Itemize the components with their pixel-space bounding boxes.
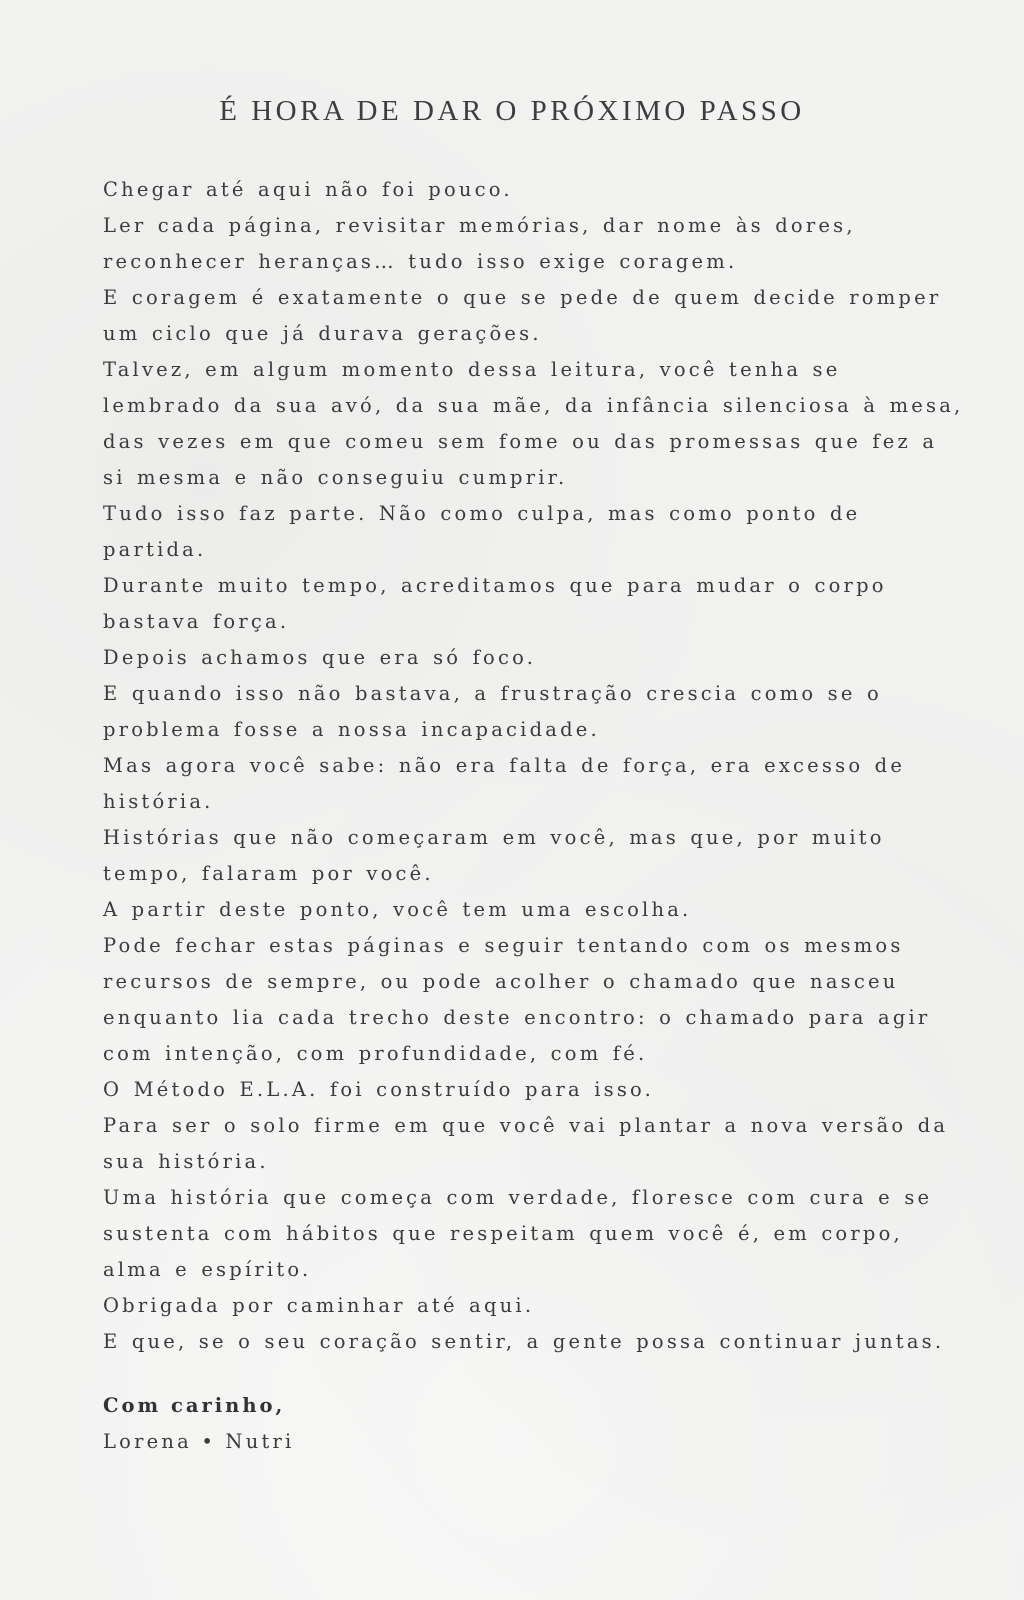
signoff-author: Lorena • Nutri [103, 1430, 295, 1453]
body-line: com intenção, com profundidade, com fé. [103, 1042, 648, 1065]
body-line: Chegar até aqui não foi pouco. [103, 178, 513, 201]
body-line: Talvez, em algum momento dessa leitura, você tenha se [103, 358, 841, 381]
body-line: sustenta com hábitos que respeitam quem você é, em corpo, [103, 1222, 903, 1245]
body-line: E quando isso não bastava, a frustração crescia como se o [103, 682, 882, 705]
body-line: Durante muito tempo, acreditamos que para mudar o corpo [103, 574, 887, 597]
body-line: sua história. [103, 1150, 269, 1173]
body-line: das vezes em que comeu sem fome ou das promessas que fez a [103, 430, 938, 453]
body-line: Ler cada página, revisitar memórias, dar nome às dores, [103, 214, 856, 237]
body-line: Histórias que não começaram em você, mas que, por muito [103, 826, 885, 849]
signoff [103, 1388, 703, 1460]
letter-body [103, 172, 983, 1360]
body-line: si mesma e não conseguiu cumprir. [103, 466, 568, 489]
body-line: reconhecer heranças… tudo isso exige coragem. [103, 250, 738, 273]
body-line: Mas agora você sabe: não era falta de força, era excesso de [103, 754, 906, 777]
body-line: partida. [103, 538, 207, 561]
body-line: lembrado da sua avó, da sua mãe, da infância silenciosa à mesa, [103, 394, 964, 417]
body-line: A partir deste ponto, você tem uma escolha. [103, 898, 692, 921]
body-line: bastava força. [103, 610, 290, 633]
body-line: Tudo isso faz parte. Não como culpa, mas como ponto de [103, 502, 861, 525]
body-line: E que, se o seu coração sentir, a gente possa continuar juntas. [103, 1330, 945, 1353]
body-line: Uma história que começa com verdade, floresce com cura e se [103, 1186, 933, 1209]
body-line: O Método E.L.A. foi construído para isso. [103, 1078, 655, 1101]
signoff-greeting: Com carinho, [103, 1394, 286, 1417]
body-line: recursos de sempre, ou pode acolher o chamado que nasceu [103, 970, 899, 993]
body-line: enquanto lia cada trecho deste encontro: o chamado para agir [103, 1006, 931, 1029]
body-line: um ciclo que já durava gerações. [103, 322, 542, 345]
body-line: Para ser o solo firme em que você vai plantar a nova versão da [103, 1114, 949, 1137]
body-line: Obrigada por caminhar até aqui. [103, 1294, 535, 1317]
body-line: problema fosse a nossa incapacidade. [103, 718, 600, 741]
body-line: história. [103, 790, 214, 813]
body-line: E coragem é exatamente o que se pede de quem decide romper [103, 286, 942, 309]
body-line: Depois achamos que era só foco. [103, 646, 537, 669]
body-line: tempo, falaram por você. [103, 862, 434, 885]
body-line: alma e espírito. [103, 1258, 312, 1281]
body-line: Pode fechar estas páginas e seguir tentando com os mesmos [103, 934, 904, 957]
page-title: É HORA DE DAR O PRÓXIMO PASSO [219, 95, 805, 127]
